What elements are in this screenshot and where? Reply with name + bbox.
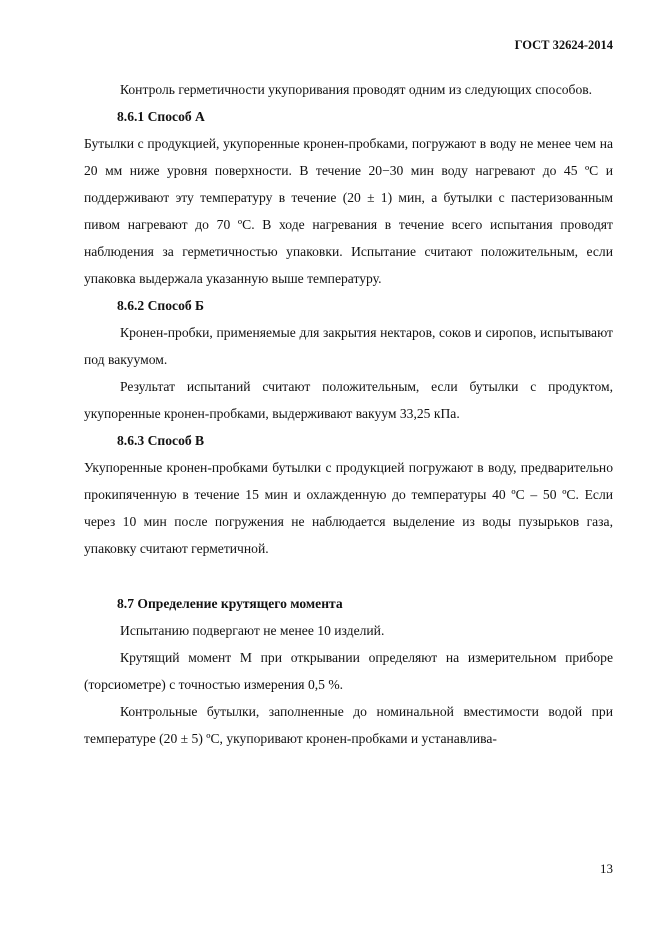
method-a-paragraph: Бутылки с продукцией, укупоренные кронен-пробками, погружают в воду не менее чем на 20 мм ниже уровня поверхности. В течение 20−30 мин воду нагревают до 45 ºС и поддерживают эту температуру в течение (20 ± 1) мин, а бутылки с пастеризованным пивом нагревают до 70 ºС. В ходе нагревания в течение всего испытания проводят наблюдения за герметичностью упаковки. Испытание считают положительным, если упаковка выдержала указанную выше температуру. [84,136,613,286]
torque-paragraph-2: Крутящий момент М при открывании определяют на измерительном приборе (торсиометре) с точностью измерения 0,5 %. [84,650,613,692]
document-body [84,76,613,752]
standard-header: ГОСТ 32624-2014 [514,38,613,52]
method-c-paragraph: Укупоренные кронен-пробками бутылки с продукцией погружают в воду, предварительно прокипяченную в течение 15 мин и охлажденную до температуры 40 ºС – 50 ºС. Если через 10 мин после погружения не наблюдается выделение из воды пузырьков газа, упаковку считают герметичной. [84,460,613,556]
section-heading-8-6-1: 8.6.1 Способ А [117,109,205,124]
intro-paragraph: Контроль герметичности укупоривания проводят одним из следующих способов. [120,82,593,97]
torque-paragraph-1: Испытанию подвергают не менее 10 изделий. [120,623,385,638]
method-b-paragraph-1: Кронен-пробки, применяемые для закрытия нектаров, соков и сиропов, испытывают под вакуумом. [84,325,613,367]
torque-paragraph-3: Контрольные бутылки, заполненные до номинальной вместимости водой при температуре (20 ± 5) ºС, укупоривают кронен-пробками и устанавлива- [84,704,613,746]
section-spacer [84,562,613,590]
method-b-paragraph-2: Результат испытаний считают положительным, если бутылки с продуктом, укупоренные кронен-пробками, выдерживают вакуум 33,25 кПа. [84,379,613,421]
section-heading-8-7: 8.7 Определение крутящего момента [117,596,343,611]
section-heading-8-6-3: 8.6.3 Способ В [117,433,205,448]
section-heading-8-6-2: 8.6.2 Способ Б [117,298,205,313]
page-number: 13 [600,861,613,876]
